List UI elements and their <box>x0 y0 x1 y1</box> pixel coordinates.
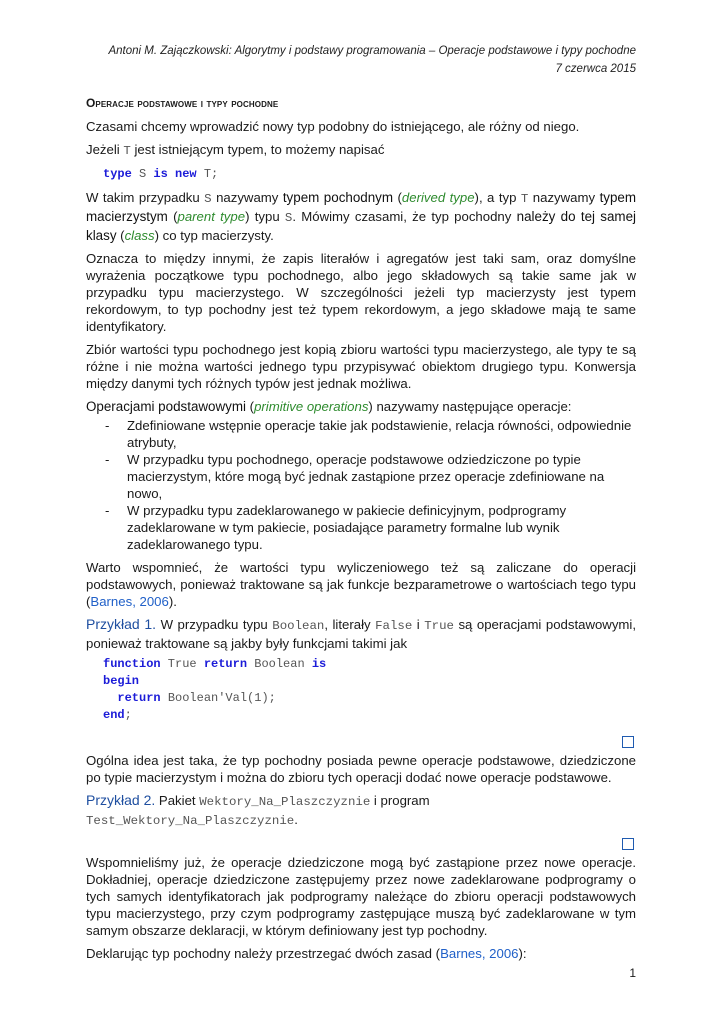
paragraph-overriding: Wspomnieliśmy już, że operacje dziedziczone mogą być zastąpione przez nowe operacje. Dokładniej, operacje dziedziczone zastępujemy przez nowe zadeklarowane podprogramy o tych samych identyfikatorach jak podprogramy należące do zbioru operacji podstawowych typu macierzystego, przy czym podprogramy zastępujące muszą być zadeklarowane w tym samym obszarze deklaracji, w którym definiowany jest typ pochodny. <box>86 855 636 938</box>
list-item: - W przypadku typu zadeklarowanego w pakiecie definicyjnym, podprogramy zadeklarowane w tym pakiecie, posiadające parametry formalne lub wynik zadeklarowanego typu. <box>105 503 567 552</box>
paragraph-derived-type-definition: W takim przypadku S nazywamy typem pochodnym (derived type), a typ T nazywamy typem macierzystym (parent type) typu S. Mówimy czasami, że typ pochodny należy do tej samej klasy (class) co typ macierzysty. <box>86 190 637 243</box>
qed-box-icon <box>622 838 634 850</box>
paragraph-rules: Deklarując typ pochodny należy przestrzegać dwóch zasad (Barnes, 2006): <box>86 946 527 961</box>
code-function-true: function True return Boolean is begin return Boolean'Val(1); end; <box>103 657 327 722</box>
paragraph-intro: Czasami chcemy wprowadzić nowy typ podobny do istniejącego, ale różny od niego. <box>86 119 580 134</box>
section-heading: Operacje podstawowe i typy pochodne <box>86 96 279 110</box>
primitive-operations-list <box>86 417 636 553</box>
main-content <box>86 95 636 968</box>
end-of-example-1 <box>86 730 636 752</box>
code-type-declaration: type S is new T; <box>103 167 219 181</box>
header-date: 7 czerwca 2015 <box>555 63 636 75</box>
list-item: - W przypadku typu pochodnego, operacje podstawowe odziedziczone po typie macierzystym, które mogą być jednak zastąpione przez operacje zdefiniowane na nowo, <box>105 452 605 501</box>
citation-link[interactable]: Barnes, 2006 <box>90 594 169 609</box>
document-page <box>86 0 636 1024</box>
citation-link[interactable]: Barnes, 2006 <box>440 946 519 961</box>
example-label: Przykład 1. <box>86 616 157 632</box>
paragraph-primitive-operations: Operacjami podstawowymi (primitive operations) nazywamy następujące operacje: <box>86 399 572 414</box>
end-of-example-2 <box>86 832 636 854</box>
paragraph-general-idea: Ogólna idea jest taka, że typ pochodny posiada pewne operacje podstawowe, dziedziczone po typie macierzystym i można do zbioru tych operacji dodać nowe operacje podstawowe. <box>86 753 636 785</box>
paragraph-literals: Oznacza to między innymi, że zapis literałów i agregatów jest taki sam, oraz domyślne wyrażenia początkowe typu pochodnego, albo jego składowych są takie same jak w przypadku typu macierzystego. W szczególności jeżeli typ macierzysty jest typem rekordowym, to typ pochodny jest też typem rekordowym, a jego składowe mają te same identyfikatory. <box>86 251 636 334</box>
example-label: Przykład 2. <box>86 792 156 808</box>
paragraph-enumeration: Warto wspomnieć, że wartości typu wyliczeniowego też są zaliczane do operacji podstawowych, ponieważ traktowane są jak funkcje bezparametrowe o wartościach tego typu (Barnes, 2006). <box>86 560 636 609</box>
example-1: Przykład 1. W przypadku typu Boolean, literały False i True są operacjami podstawowymi, ponieważ traktowane są jakby były funkcjami takimi jak <box>86 616 637 651</box>
qed-box-icon <box>622 736 634 748</box>
paragraph-value-set: Zbiór wartości typu pochodnego jest kopią zbioru wartości typu macierzystego, ale typy te są różne i nie można wartości jednego typu przypisywać obiektom drugiego typu. Konwersja między danymi tych różnych typów jest jednak możliwa. <box>86 342 636 391</box>
paragraph-existing-type: Jeżeli T jest istniejącym typem, to możemy napisać <box>86 142 385 158</box>
running-header: Antoni M. Zajączkowski: Algorytmy i podstawy programowania – Operacje podstawowe i typy pochodne <box>108 45 636 57</box>
list-item: - Zdefiniowane wstępnie operacje takie jak podstawienie, relacja równości, odpowiednie atrybuty, <box>105 418 632 450</box>
page-number: 1 <box>629 966 636 980</box>
example-2: Przykład 2. Pakiet Wektory_Na_Plaszczyznie i program Test_Wektory_Na_Plaszczyznie. <box>86 792 430 828</box>
